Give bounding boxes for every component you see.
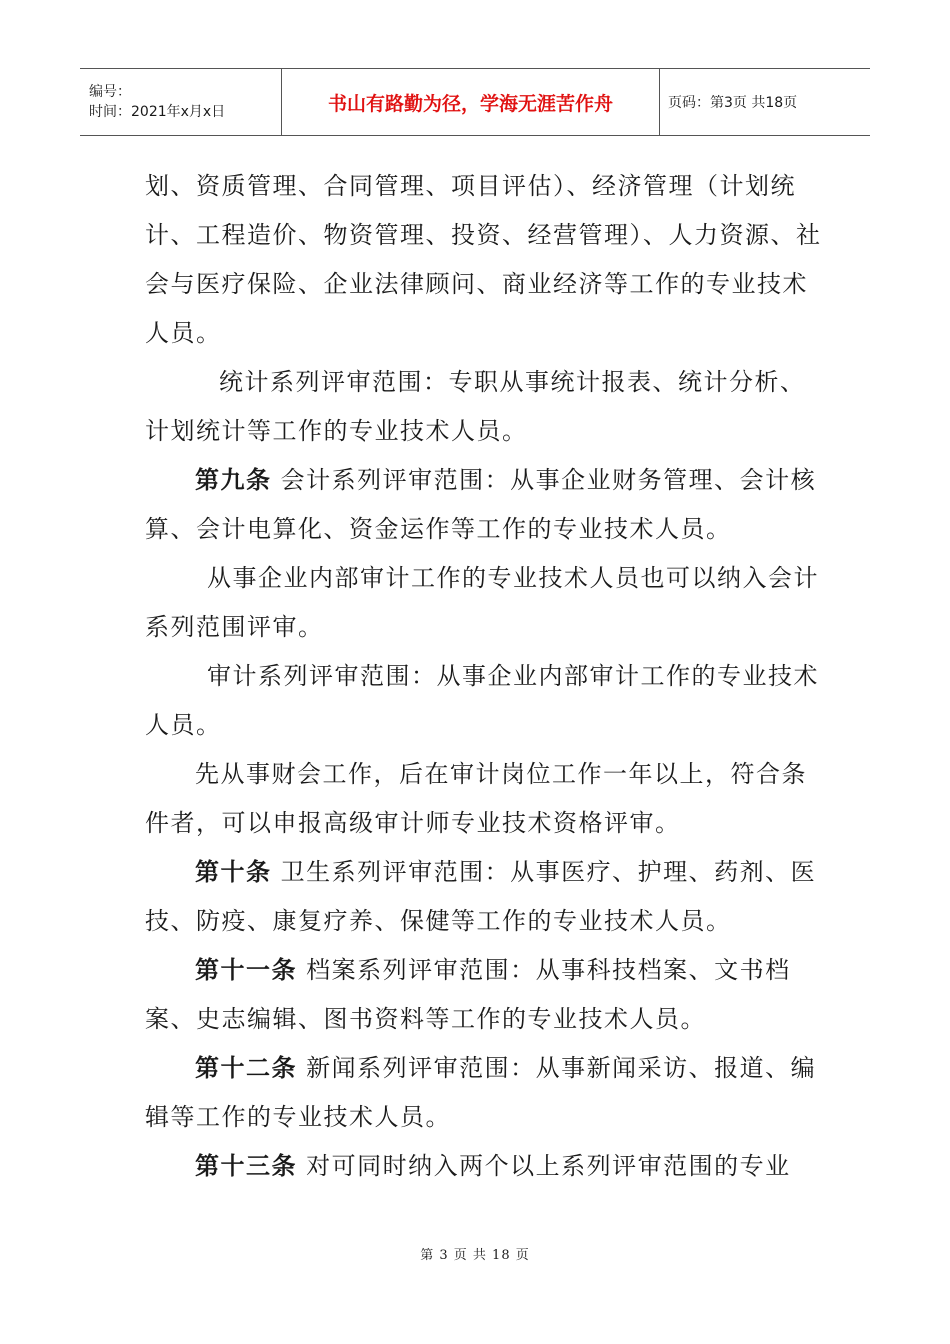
paragraph [145,358,825,456]
paragraph-text: 从事企业内部审计工作的专业技术人员也可以纳入会计系列范围评审。 [145,564,819,641]
paragraph [145,946,825,1044]
paragraph-text: 会计系列评审范围：从事企业财务管理、会计核算、会计电算化、资金运作等工作的专业技术人员。 [145,466,817,543]
paragraph [145,456,825,554]
header-motto: 书山有路勤为径，学海无涯苦作舟 [282,69,660,135]
paragraph [145,162,825,358]
paragraph [145,848,825,946]
document-body [145,162,825,1191]
article-label: 第十一条 [195,956,297,984]
doc-date: 时间：2021年x月x日 [89,104,226,120]
header-meta [80,69,282,135]
article-label: 第十三条 [195,1152,297,1180]
paragraph-text: 先从事财会工作，后在审计岗位工作一年以上，符合条件者，可以申报高级审计师专业技术资格评审。 [145,760,807,837]
page-header [80,68,870,136]
paragraph-text: 对可同时纳入两个以上系列评审范围的专业 [297,1152,791,1180]
doc-number-label: 编号： [89,84,131,100]
paragraph [145,1142,825,1191]
header-page-info: 页码：第3页 共18页 [668,95,798,111]
paragraph-text: 划、资质管理、合同管理、项目评估）、经济管理（计划统计、工程造价、物资管理、投资、经营管理）、人力资源、社会与医疗保险、企业法律顾问、商业经济等工作的专业技术人员。 [145,172,822,347]
paragraph [145,1044,825,1142]
page-footer: 第 3 页 共 18 页 [420,1248,530,1263]
paragraph-text: 档案系列评审范围：从事科技档案、文书档案、史志编辑、图书资料等工作的专业技术人员。 [145,956,791,1033]
paragraph [145,652,825,750]
paragraph-text: 审计系列评审范围：从事企业内部审计工作的专业技术人员。 [145,662,819,739]
paragraph-text: 统计系列评审范围：专职从事统计报表、统计分析、计划统计等工作的专业技术人员。 [145,368,806,445]
paragraph-text: 卫生系列评审范围：从事医疗、护理、药剂、医技、防疫、康复疗养、保健等工作的专业技术人员。 [145,858,817,935]
paragraph [145,750,825,848]
article-label: 第十二条 [195,1054,297,1082]
article-label: 第九条 [195,466,272,494]
article-label: 第十条 [195,858,272,886]
paragraph-text: 新闻系列评审范围：从事新闻采访、报道、编辑等工作的专业技术人员。 [145,1054,817,1131]
paragraph [145,554,825,652]
